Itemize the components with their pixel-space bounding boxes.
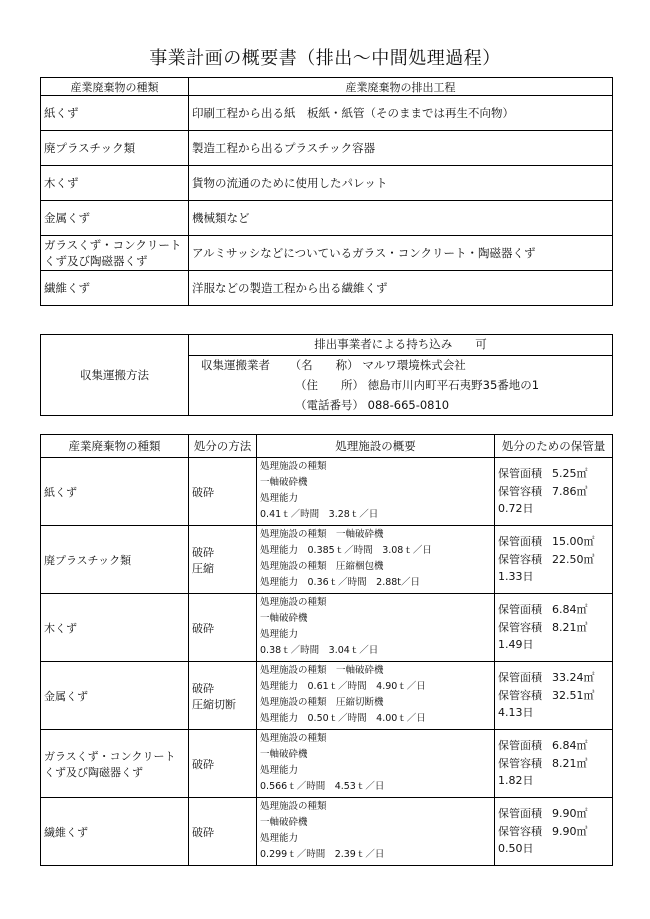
waste-type-cell	[41, 458, 189, 526]
name-value: マルワ環境株式会社	[362, 358, 466, 373]
storage-area-value: 15.00㎡	[552, 535, 595, 549]
disposal-method-line: 圧縮切断	[192, 697, 236, 711]
storage-volume-line	[498, 687, 609, 705]
storage-area-value: 33.24㎡	[552, 671, 595, 685]
waste-type-line: 紙くず	[44, 106, 79, 120]
facility-line: 処理能力	[260, 629, 299, 640]
disposal-method-cell	[189, 458, 257, 526]
waste-type-cell	[41, 730, 189, 798]
facility-line: 一軸破砕機	[260, 477, 308, 488]
facility-line: 処理能力	[260, 493, 299, 504]
storage-area-label: 保管面積	[498, 467, 542, 481]
facility-line: 処理施設の種類	[260, 733, 327, 744]
page-title: 事業計画の概要書（排出～中間処理過程）	[149, 48, 501, 69]
facility-overview-cell	[257, 458, 495, 526]
waste-type-cell	[41, 166, 189, 201]
header-disposal-method: 処分の方法	[189, 435, 257, 458]
disposal-method-line: 破砕	[192, 681, 214, 695]
facility-line: 処理施設の種類 圧縮切断機	[260, 697, 384, 708]
address-label: （住 所）	[295, 377, 364, 392]
contractor-row	[189, 355, 613, 375]
table-row	[41, 730, 613, 798]
facility-line: 処理能力 0.61ｔ／時間 4.90ｔ／日	[260, 681, 426, 692]
storage-area-value: 9.90㎡	[552, 807, 588, 821]
storage-amount-cell	[495, 798, 613, 866]
storage-days-value: 1.82日	[498, 774, 534, 788]
waste-type-line: 廃プラスチック類	[44, 141, 136, 155]
table-row	[41, 201, 613, 236]
facility-line: 処理施設の種類 一軸破砕機	[260, 529, 384, 540]
disposal-method-line: 破砕	[192, 825, 214, 839]
disposal-method-line: 圧縮	[192, 561, 214, 575]
storage-area-line	[498, 669, 609, 687]
storage-area-label: 保管面積	[498, 603, 542, 617]
storage-volume-value: 8.21㎥	[552, 620, 588, 634]
facility-line: 処理施設の種類	[260, 801, 327, 812]
storage-amount-cell	[495, 458, 613, 526]
table-row	[41, 131, 613, 166]
facility-line: 処理施設の種類	[260, 597, 327, 608]
storage-area-label: 保管面積	[498, 671, 542, 685]
header-waste-type: 産業廃棄物の種類	[41, 435, 189, 458]
waste-type-line: ガラスくず・コンクリート	[44, 238, 182, 252]
waste-type-line: 金属くず	[44, 211, 90, 225]
contractor-label: 収集運搬業者	[201, 358, 270, 373]
table-row	[41, 798, 613, 866]
disposal-method-line: 破砕	[192, 545, 214, 559]
waste-type-line: くず及び陶磁器くず	[44, 254, 148, 268]
table-row	[41, 594, 613, 662]
table-row	[41, 526, 613, 594]
storage-volume-line	[498, 755, 609, 773]
table-header-row	[41, 78, 613, 96]
table-row	[41, 236, 613, 271]
storage-area-line	[498, 533, 609, 551]
storage-volume-label: 保管容積	[498, 552, 542, 566]
storage-amount-cell	[495, 526, 613, 594]
facility-line: 一軸破砕機	[260, 817, 308, 828]
facility-line: 処理施設の種類 一軸破砕機	[260, 665, 384, 676]
facility-line: 処理能力 0.385ｔ／時間 3.08ｔ／日	[260, 545, 432, 556]
discharge-process-cell: 製造工程から出るプラスチック容器	[189, 131, 613, 166]
waste-type-line: 繊維くず	[44, 281, 90, 295]
disposal-method-cell	[189, 662, 257, 730]
facility-line: 処理能力	[260, 833, 299, 844]
waste-type-cell	[41, 662, 189, 730]
disposal-method-cell	[189, 730, 257, 798]
storage-days-value: 4.13日	[498, 706, 534, 720]
facility-line: 0.38ｔ／時間 3.04ｔ／日	[260, 645, 379, 656]
facility-line: 処理施設の種類 圧縮梱包機	[260, 561, 384, 572]
discharge-process-cell: 機械類など	[189, 201, 613, 236]
storage-area-label: 保管面積	[498, 739, 542, 753]
storage-volume-label: 保管容積	[498, 756, 542, 770]
storage-area-label: 保管面積	[498, 535, 542, 549]
table-row	[41, 458, 613, 526]
storage-days-value: 1.33日	[498, 570, 534, 584]
waste-type-line: 繊維くず	[44, 825, 88, 839]
disposal-method-line: 破砕	[192, 621, 214, 635]
facility-line: 処理施設の種類	[260, 461, 327, 472]
table-row	[41, 662, 613, 730]
storage-volume-label: 保管容積	[498, 688, 542, 702]
storage-volume-value: 9.90㎥	[552, 824, 588, 838]
waste-type-cell	[41, 96, 189, 131]
collection-transport-table	[40, 334, 613, 416]
storage-area-label: 保管面積	[498, 807, 542, 821]
table-row	[41, 271, 613, 306]
discharge-process-cell: 印刷工程から出る紙 板紙・紙管（そのままでは再生不向物）	[189, 96, 613, 131]
phone-value: 088-665-0810	[367, 397, 450, 412]
facility-line: 0.566ｔ／時間 4.53ｔ／日	[260, 781, 385, 792]
storage-volume-line	[498, 551, 609, 569]
table-header-row	[41, 435, 613, 458]
storage-amount-cell	[495, 662, 613, 730]
facility-overview-cell	[257, 730, 495, 798]
table-row	[41, 166, 613, 201]
facility-line: 処理能力 0.36ｔ／時間 2.88t／日	[260, 577, 421, 588]
storage-volume-value: 32.51㎥	[552, 688, 595, 702]
discharge-process-table	[40, 77, 613, 306]
storage-amount-cell	[495, 730, 613, 798]
facility-line: 処理能力	[260, 765, 299, 776]
storage-area-value: 6.84㎡	[552, 739, 588, 753]
storage-volume-label: 保管容積	[498, 824, 542, 838]
facility-overview-cell	[257, 526, 495, 594]
discharge-process-cell: 洋服などの製造工程から出る繊維くず	[189, 271, 613, 306]
facility-line: 0.41ｔ／時間 3.28ｔ／日	[260, 509, 379, 520]
storage-amount-cell	[495, 594, 613, 662]
disposal-method-cell	[189, 526, 257, 594]
waste-type-cell	[41, 798, 189, 866]
storage-volume-line	[498, 483, 609, 501]
discharge-process-cell: 貨物の流通のために使用したパレット	[189, 166, 613, 201]
storage-days-value: 1.49日	[498, 638, 534, 652]
name-label: （名 称）	[289, 358, 359, 373]
header-storage-amount: 処分のための保管量	[495, 435, 613, 458]
storage-area-line	[498, 805, 609, 823]
table-row	[41, 96, 613, 131]
waste-type-cell	[41, 594, 189, 662]
disposal-method-cell	[189, 594, 257, 662]
facility-overview-cell	[257, 798, 495, 866]
waste-type-line: 木くず	[44, 621, 77, 635]
storage-area-value: 6.84㎡	[552, 603, 588, 617]
waste-type-line: くず及び陶磁器くず	[44, 765, 143, 779]
storage-volume-label: 保管容積	[498, 484, 542, 498]
waste-type-cell	[41, 236, 189, 271]
phone-row	[189, 395, 613, 415]
header-discharge-process: 産業廃棄物の排出工程	[189, 78, 613, 96]
self-transport-text: 排出事業者による持ち込み 可	[189, 335, 613, 356]
waste-type-cell	[41, 201, 189, 236]
waste-type-cell	[41, 271, 189, 306]
waste-type-cell	[41, 526, 189, 594]
waste-type-line: 廃プラスチック類	[44, 553, 132, 567]
storage-area-line	[498, 601, 609, 619]
disposal-summary-table	[40, 434, 613, 866]
facility-overview-cell	[257, 594, 495, 662]
facility-line: 処理能力 0.50ｔ／時間 4.00ｔ／日	[260, 713, 426, 724]
storage-days-value: 0.72日	[498, 502, 534, 516]
waste-type-line: 木くず	[44, 176, 79, 190]
storage-volume-value: 8.21㎥	[552, 756, 588, 770]
waste-type-line: 紙くず	[44, 485, 77, 499]
storage-volume-line	[498, 823, 609, 841]
disposal-method-line: 破砕	[192, 485, 214, 499]
waste-type-line: 金属くず	[44, 689, 88, 703]
storage-volume-label: 保管容積	[498, 620, 542, 634]
address-value: 徳島市川内町平石夷野35番地の1	[367, 377, 540, 392]
disposal-method-cell	[189, 798, 257, 866]
address-row	[189, 376, 613, 396]
storage-volume-line	[498, 619, 609, 637]
discharge-process-cell: アルミサッシなどについているガラス・コンクリート・陶磁器くず	[189, 236, 613, 271]
header-waste-type: 産業廃棄物の種類	[41, 78, 189, 96]
phone-label: （電話番号）	[295, 397, 364, 412]
facility-line: 0.299ｔ／時間 2.39ｔ／日	[260, 849, 385, 860]
disposal-method-line: 破砕	[192, 757, 214, 771]
facility-line: 一軸破砕機	[260, 613, 308, 624]
storage-area-value: 5.25㎡	[552, 467, 588, 481]
storage-volume-value: 7.86㎥	[552, 484, 588, 498]
waste-type-line: ガラスくず・コンクリート	[44, 749, 176, 763]
storage-area-line	[498, 465, 609, 483]
facility-overview-cell	[257, 662, 495, 730]
waste-type-cell	[41, 131, 189, 166]
collection-method-label: 収集運搬方法	[41, 335, 189, 416]
header-facility-overview: 処理施設の概要	[257, 435, 495, 458]
storage-days-value: 0.50日	[498, 842, 534, 856]
storage-volume-value: 22.50㎥	[552, 552, 595, 566]
storage-area-line	[498, 737, 609, 755]
facility-line: 一軸破砕機	[260, 749, 308, 760]
